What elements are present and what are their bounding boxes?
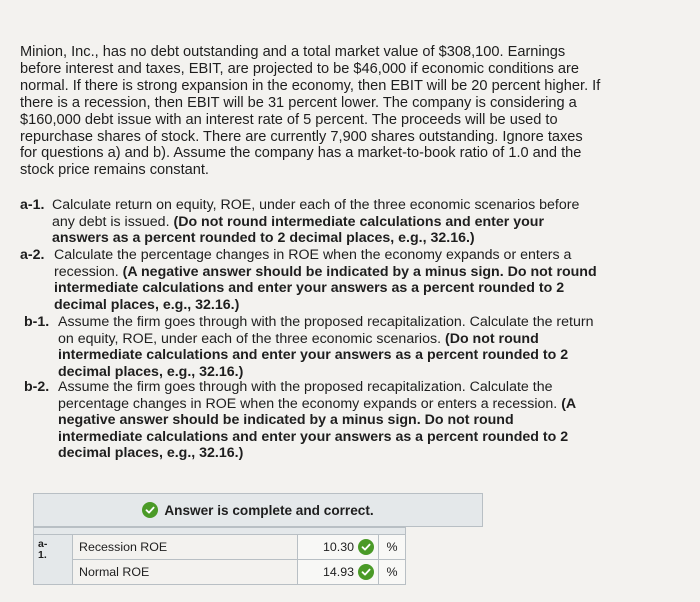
question-text: Assume the firm goes through with the proposed recapitalization. Calculate the return on equity, ROE, under each of the three economic scenarios. xyxy=(58,314,594,347)
check-circle-icon xyxy=(358,539,374,555)
answer-table xyxy=(33,527,406,585)
question-label: b-2. xyxy=(24,379,50,395)
answer-value: 10.30 xyxy=(322,540,354,554)
check-circle-icon xyxy=(142,502,158,518)
table-row xyxy=(34,560,406,585)
row-label: Recession ROE xyxy=(73,535,298,560)
question-label: b-1. xyxy=(24,314,50,330)
question-body xyxy=(58,379,596,462)
unit-label: % xyxy=(379,560,406,585)
question-body xyxy=(58,314,594,380)
answer-value-cell[interactable] xyxy=(298,535,379,560)
question-instruction: (A negative answer should be indicated by a minus sign. Do not round intermediate calculations and enter your answers as a percent rounded to 2 decimal places, e.g., 32.16.) xyxy=(58,395,576,462)
table-header-spacer xyxy=(34,528,406,535)
row-label: Normal ROE xyxy=(73,560,298,585)
question-text: Assume the firm goes through with the proposed recapitalization. Calculate the percentage changes in ROE when the economy expands or enters a recession. xyxy=(58,379,558,412)
part-label: a-1. xyxy=(34,535,73,585)
check-circle-icon xyxy=(358,564,374,580)
answer-status-banner xyxy=(33,493,483,527)
question-label: a-2. xyxy=(20,247,45,263)
unit-label: % xyxy=(379,535,406,560)
question-text: Calculate the percentage changes in ROE when the economy expands or enters a recession. xyxy=(54,247,572,280)
question-label: a-1. xyxy=(20,197,45,213)
question-body xyxy=(52,197,598,247)
question-text: Calculate return on equity, ROE, under each of the three economic scenarios before any debt is issued. xyxy=(52,197,580,230)
table-row xyxy=(34,535,406,560)
answer-value: 14.93 xyxy=(322,565,354,579)
question-instruction: (Do not round intermediate calculations and enter your answers as a percent rounded to 2 decimal places, e.g., 32.16.) xyxy=(52,213,544,247)
problem-intro: Minion, Inc., has no debt outstanding and a total market value of $308,100. Earnings before interest and taxes, EBIT, are projected to be $46,000 if economic conditions are normal. If there is strong expansion in the economy, then EBIT will be 20 percent higher. If there is a recession, then EBIT will be 31 percent lower. The company is considering a $160,000 debt issue with an interest rate of 5 percent. The proceeds will be used to repurchase shares of stock. There are currently 7,900 shares outstanding. Ignore taxes for questions a) and b). Assume the company has a market-to-book ratio of 1.0 and the stock price remains constant. xyxy=(20,44,601,179)
question-instruction: (A negative answer should be indicated by a minus sign. Do not round intermediate calculations and enter your answers as a percent rounded to 2 decimal places, e.g., 32.16.) xyxy=(54,263,597,313)
answer-status-text: Answer is complete and correct. xyxy=(164,502,374,518)
question-instruction: (Do not round intermediate calculations and enter your answers as a percent rounded to 2 decimal places, e.g., 32.16.) xyxy=(58,330,569,380)
question-body xyxy=(54,247,598,313)
answer-value-cell[interactable] xyxy=(298,560,379,585)
